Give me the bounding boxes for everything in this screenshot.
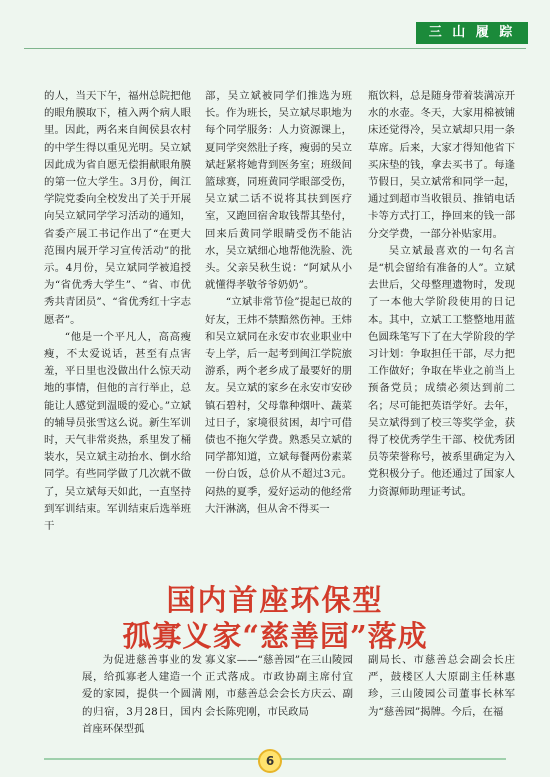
paragraph: “他是一个平凡人，高高瘦瘦，不太爱说话，甚至有点害羞，平日里也没做出什么惊天动地的事情，但他的言行举止，总能让人感觉到温暖的爱心。”立斌的辅导员张雪这么说。新生军训时，天气非常炎热，系里发了桶装水，吴立斌主动抬水、倒水给同学。有些同学做了几次就不做了，吴立斌每天如此，一直坚持到军训结束。军训结束后选举班干 (44, 330, 191, 533)
paragraph: 吴立斌最喜欢的一句名言是“机会留给有准备的人”。立斌去世后，父母整理遗物时，发现了一本他大学阶段使用的日记本。其中，立斌工工整整地用蓝色圆珠笔写下了在大学阶段的学习计划：争取担任干部，尽力把工作做好；争取在毕业之前当上预备党员；成绩必须达到前二名；尽可能把英语学好。去年，吴立斌得到了校三等奖学金，获得了校优秀学生干部、校优秀团员等荣誉称号，被系里确定为入党积极分子。他还通过了国家人力资源师助理证考试。 (368, 244, 515, 498)
paragraph: “立斌非常节俭”提起已故的好友，王炜不禁黯然伤神。王炜和吴立斌同在永安市农业职业中专上学，后一起考到闽江学院旅游系，两个老乡成了最要好的朋友。吴立斌的家乡在永安市安砂镇石碧村，父母靠种烟叶、蔬菜过日子，家境很贫困，却宁可借债也不拖欠学费。熟悉吴立斌的同学都知道，立斌每餐两份素菜一份白饭，总价从不超过3元。闷热的夏季，爱好运动的他经常大汗淋漓，但从舍不得买一 (205, 296, 352, 515)
headline-line-2: 孤寡义家“慈善园”落成 (122, 619, 428, 653)
article2-column-1 (82, 652, 202, 744)
article2-column-3 (368, 652, 515, 744)
header-rule (24, 48, 526, 49)
paragraph: 部，吴立斌被同学们推选为班长。作为班长，吴立斌尽职地为每个同学服务：人力资源课上，夏同学突然肚子疼，瘦弱的吴立斌赶紧将她背到医务室；班级间篮球赛，同班黄同学眼部受伤，吴立斌二话不说将其扶到医疗室，又跑回宿舍取钱帮其垫付，回来后黄同学眼睛受伤不能沾水，吴立斌细心地帮他洗脸、洗头。父亲吴秋生说：“阿斌从小就懂得孝敬爷爷奶奶”。 (205, 90, 352, 292)
paragraph: 瓶饮料，总是随身带着装满凉开水的水壶。冬天，大家用棉被铺床还觉得冷，吴立斌却只用一条草席。后来，大家才得知他省下买床垫的钱，拿去买书了。每逢节假日，吴立斌常和同学一起，通过到超市当收银员、推销电话卡等方式打工，挣回来的钱一部分交学费，一部分补贴家用。 (368, 90, 515, 240)
headline-line-1: 国内首座环保型 (166, 583, 384, 617)
article-column-1 (44, 88, 191, 574)
page-number: 6 (258, 749, 282, 773)
article-column-2 (205, 88, 352, 574)
article-column-3 (368, 88, 515, 574)
paragraph: 寡义家——“慈善园”在三山陵园正式落成。市政协副主席付宜刚，市慈善总会会长方庆云、副会长陈兜刚，市民政局 (205, 654, 353, 718)
paragraph: 为促进慈善事业的发展，给孤寡老人建造一个爱的家园，提供一个圆满的归宿，3月28日，国内首座环保型孤 (82, 654, 202, 735)
section-tag: 三 山 履 踪 (416, 22, 528, 44)
article2-column-2 (205, 652, 353, 744)
paragraph: 的人，当天下午，福州总院把他的眼角膜取下，植入两个病人眼里。因此，两名来自闽侯县农村的中学生得以重见光明。吴立斌因此成为省自愿无偿捐献眼角膜的第一位大学生。3月份，闽江学院党委向全校发出了关于开展向吴立斌同学学习活动的通知，省委产展工书记作出了“在更大范围内展开学习宣传活动”的批示。4月份，吴立斌同学被追授为“省优秀大学生”、“省、市优秀共青团员”、“省优秀红十字志愿者”。 (44, 90, 191, 326)
paragraph: 副局长、市慈善总会副会长庄严，鼓楼区人大原副主任林惠珍，三山陵园公司董事长林军为“慈善园”揭牌。今后，在福 (368, 654, 515, 718)
